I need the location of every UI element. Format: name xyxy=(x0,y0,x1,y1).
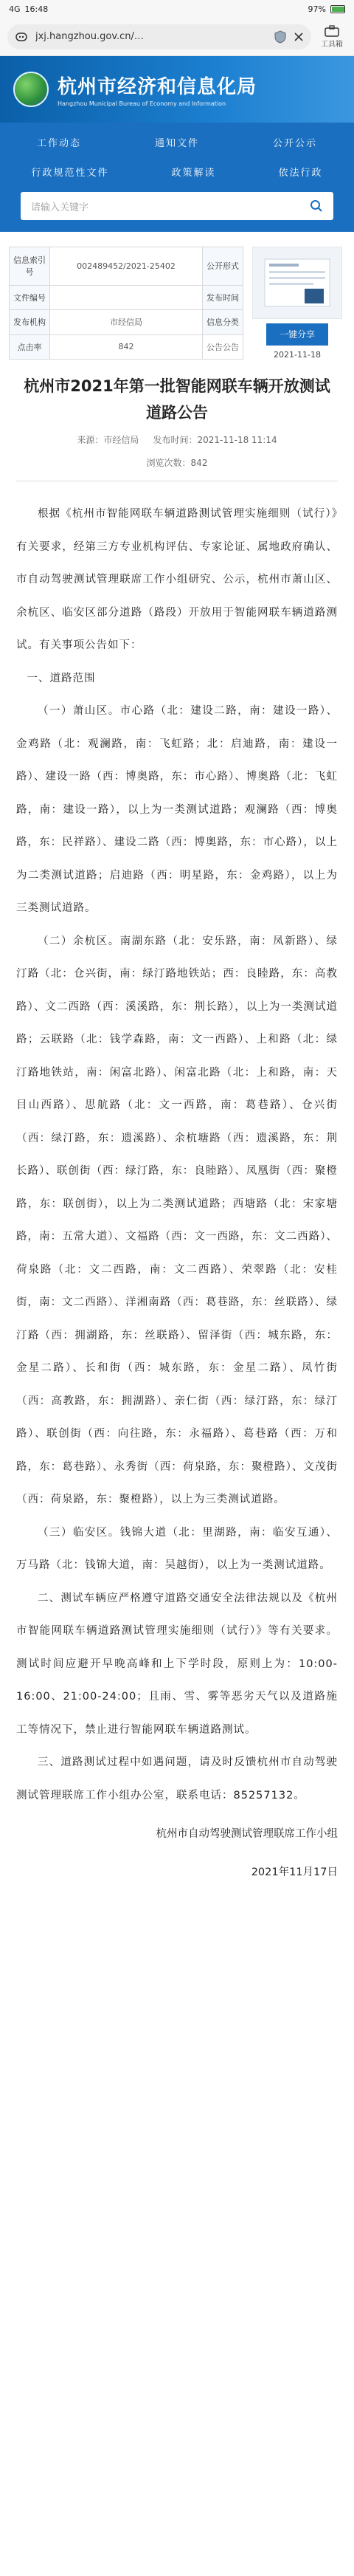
toolbox-label: 工具箱 xyxy=(321,41,343,49)
toolbox-icon xyxy=(324,24,340,38)
ghost-mode-icon[interactable] xyxy=(15,30,28,44)
close-icon[interactable] xyxy=(294,32,304,42)
article xyxy=(0,373,354,1889)
paragraph: （一）萧山区。市心路（北：建设二路，南：建设一路）、金鸡路（北：观澜路，南：飞虹路；北：启迪路，南：建设一路）、建设一路（西：博奥路，东：市心路）、博奥路（北：飞虹路，南：建设一路），以上为一类测试道路；观澜路（西：博奥路，东：民祥路）、建设二路（西：博奥路，东：市心路），以上为二类测试道路；启迪路（西：明星路，东：金鸡路），以上为三类测试道路。 xyxy=(16,705,338,914)
url-text[interactable]: jxj.hangzhou.gov.cn/… xyxy=(35,31,144,42)
nav-item-work-news[interactable]: 工作动态 xyxy=(36,137,81,149)
status-bar xyxy=(0,0,354,18)
search-input[interactable] xyxy=(21,192,333,220)
site-logo[interactable] xyxy=(13,72,49,107)
value-category: 公告公告 xyxy=(203,334,243,359)
search-icon[interactable] xyxy=(310,199,323,213)
source-label: 来源： xyxy=(77,435,104,445)
nav-item-normative-docs[interactable]: 行政规范性文件 xyxy=(31,167,109,179)
label-index: 信息索引号 xyxy=(10,247,50,286)
paragraph: 三、道路测试过程中如遇问题，请及时反馈杭州市自动驾驶测试管理联席工作小组办公室，联系电话：85257132。 xyxy=(16,1756,338,1802)
battery-percent: 97% xyxy=(308,4,326,14)
search-area xyxy=(0,186,354,232)
battery-icon xyxy=(330,5,345,13)
time-label: 发布时间： xyxy=(153,435,198,445)
nav-item-policy-interpretation[interactable]: 政策解读 xyxy=(171,167,216,179)
article-body xyxy=(16,498,338,1812)
paragraph: 根据《杭州市智能网联车辆道路测试管理实施细则（试行）》有关要求，经第三方专业机构评估、专家论证、属地政府确认、市自动驾驶测试管理联席工作小组研究、公示，杭州市萧山区、余杭区、临安区部分道路（路段）开放用于智能网联车辆道路测试。有关事项公告如下： xyxy=(16,508,338,651)
shield-icon[interactable] xyxy=(274,30,286,44)
label-hits: 点击率 xyxy=(10,334,50,359)
share-date: 2021-11-18 xyxy=(274,350,321,360)
time-value: 2021-11-18 11:14 xyxy=(197,435,277,445)
info-table xyxy=(9,247,243,360)
site-header xyxy=(0,56,354,123)
nav-item-notices[interactable]: 通知文件 xyxy=(154,137,199,149)
search-placeholder: 请输入关键字 xyxy=(31,202,89,213)
site-title[interactable]: 杭州市经济和信息化局 xyxy=(58,76,257,98)
signal-indicator: 4G xyxy=(9,4,21,14)
address-bar[interactable] xyxy=(7,24,311,49)
label-form: 公开形式 xyxy=(203,247,243,286)
views-value: 842 xyxy=(190,458,208,468)
article-title: 杭州市2021年第一批智能网联车辆开放测试道路公告 xyxy=(24,377,330,422)
label-doc-no: 文件编号 xyxy=(10,285,50,309)
source-value: 市经信局 xyxy=(103,435,139,445)
paragraph: （二）余杭区。南湖东路（北：安乐路，南：凤新路）、绿汀路（北：仓兴街，南：绿汀路地铁站；西：良睦路，东：高教路）、文二西路（西：溪溪路，东：荆长路），以上为一类测试道路；云联路（北：钱学森路，南：文一西路）、上和路（北：绿汀路地铁站，南：闲富北路）、闲富北路（北：上和路，南：天目山西路）、思航路（北：文一西路，南：葛巷路）、仓兴街（西：绿汀路，东：遗溪路）、余杭塘路（西：遗溪路，东：荆长路）、联创街（西：绿汀路，东：良睦路）、凤凰街（西：聚橙路，东：联创街），以上为二类测试道路；西塘路（北：宋家塘路，南：五常大道）、文福路（西：文一西路，东：文二西路）、荷泉路（北：文二西路，南：文二西路）、荣翠路（北：安桂街，南：文二西路）、洋湘南路（西：葛巷路，东：丝联路）、绿汀路（西：拥湖路，东：丝联路）、留泽街（西：城东路，东：金星二路）、长和街（西：城东路，东：金星二路）、凤竹街（西：高教路，东：拥湖路）、亲仁街（西：绿汀路，东：绿汀路）、联创街（西：向往路，东：永福路）、葛巷路（西：万和路，东：葛巷路）、永秀街（西：荷泉路，东：聚橙路）、文茂街（西：荷泉路，东：聚橙路），以上为三类测试道路。 xyxy=(16,935,338,1505)
value-doc-no xyxy=(50,285,203,309)
share-panel xyxy=(249,247,345,360)
label-pub-time: 发布时间 xyxy=(203,285,243,309)
document-info xyxy=(9,247,345,360)
paragraph: 二、测试车辆应严格遵守道路交通安全法律法规以及《杭州市智能网联车辆道路测试管理实施细则（试行）》等有关要求。测试时间应避开早晚高峰和上下学时段，原则上为：10:00-16:00、21:00-24:00；且雨、雪、雾等恶劣天气以及道路施工等情况下，禁止进行智能网联车辆道路测试。 xyxy=(16,1592,338,1736)
signature-date: 2021年11月17日 xyxy=(251,1866,338,1878)
share-button[interactable]: 一键分享 xyxy=(266,323,328,346)
qr-preview-image xyxy=(252,247,342,319)
main-nav xyxy=(0,123,354,186)
paragraph: （三）临安区。钱锦大道（北：里湖路，南：临安互通）、万马路（北：钱锦大道，南：吴越街），以上为一类测试道路。 xyxy=(16,1526,338,1571)
views-label: 浏览次数： xyxy=(146,458,191,468)
nav-item-law[interactable]: 依法行政 xyxy=(278,167,323,179)
section-heading: 一、道路范围 xyxy=(27,672,96,684)
nav-item-public[interactable]: 公开公示 xyxy=(272,137,317,149)
value-index: 002489452/2021-25402 xyxy=(50,247,203,286)
signature-org: 杭州市自动驾驶测试管理联席工作小组 xyxy=(156,1828,338,1840)
value-org: 市经信局 xyxy=(50,310,203,334)
article-meta xyxy=(16,433,338,446)
clock: 16:48 xyxy=(24,4,49,14)
article-views xyxy=(16,456,338,469)
browser-toolbar xyxy=(0,18,354,56)
value-hits: 842 xyxy=(50,334,203,359)
toolbox-button[interactable] xyxy=(317,24,347,49)
label-org: 发布机构 xyxy=(10,310,50,334)
site-subtitle: Hangzhou Municipal Bureau of Economy and Information xyxy=(58,100,226,107)
label-category: 信息分类 xyxy=(203,310,243,334)
